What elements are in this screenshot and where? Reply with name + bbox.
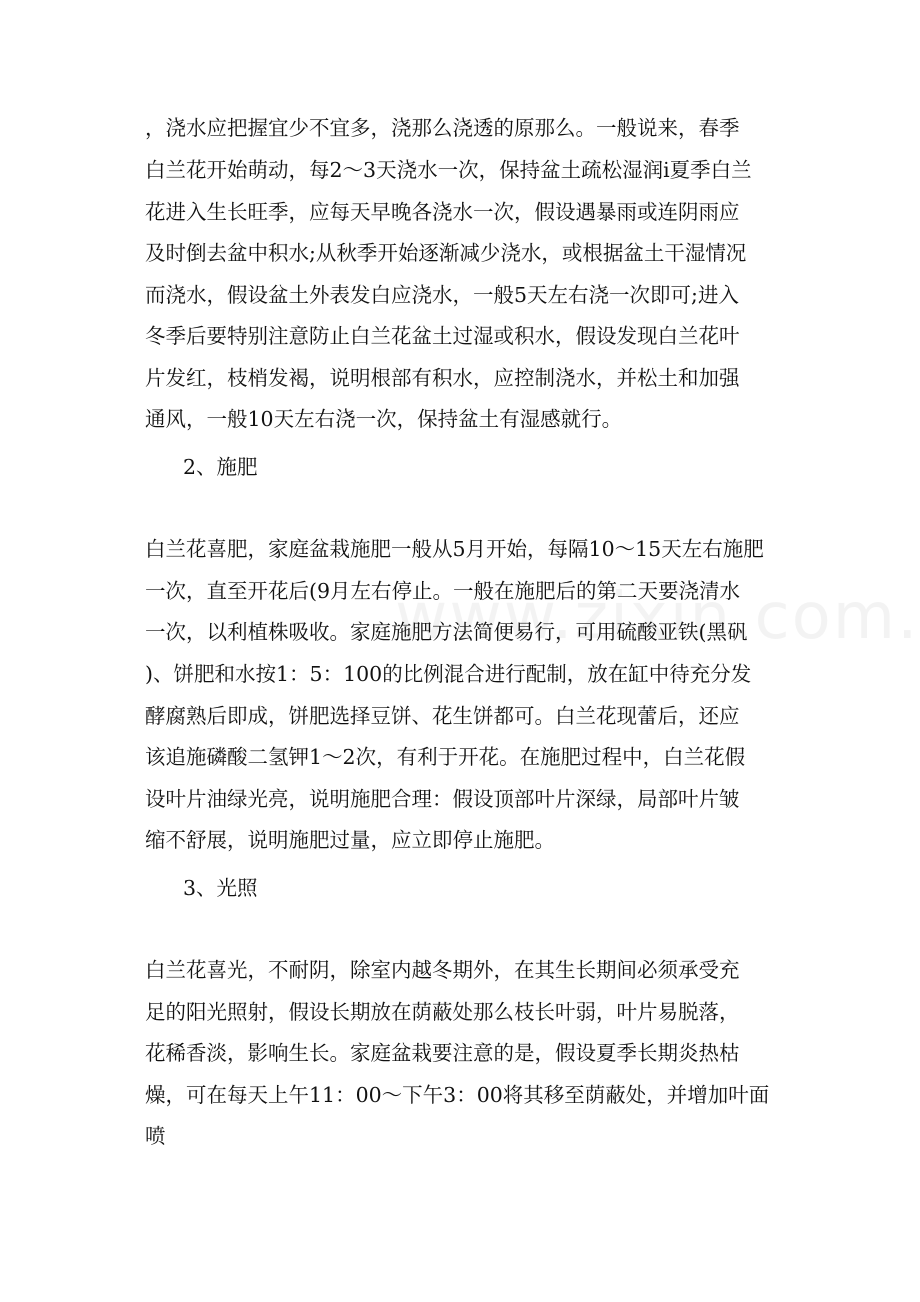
paragraph-3-line: 花稀香淡，影响生长。家庭盆栽要注意的是，假设夏季长期炎热枯 — [145, 1041, 740, 1065]
paragraph-1-line: 花进入生长旺季，应每天早晚各浇水一次，假设遇暴雨或连阴雨应 — [145, 200, 740, 224]
paragraph-3-line: 白兰花喜光，不耐阴，除室内越冬期外，在其生长期间必须承受充 — [145, 958, 740, 982]
paragraph-2-line: 酵腐熟后即成，饼肥选择豆饼、花生饼都可。白兰花现蕾后，还应 — [145, 704, 740, 728]
section-heading-fertilizing: 2、施肥 — [183, 455, 258, 479]
paragraph-3-line: 喷 — [145, 1124, 166, 1148]
paragraph-2-line: 一次，以利植株吸收。家庭施肥方法简便易行，可用硫酸亚铁(黑矾 — [145, 620, 748, 644]
paragraph-2-line: )、饼肥和水按1：5：100的比例混合进行配制，放在缸中待充分发 — [145, 662, 752, 686]
paragraph-1-line: 及时倒去盆中积水;从秋季开始逐渐减少浇水，或根据盆土干湿情况 — [145, 241, 747, 265]
section-heading-lighting: 3、光照 — [183, 876, 258, 900]
paragraph-2-line: 一次，直至开花后(9月左右停止。一般在施肥后的第二天要浇清水 — [145, 579, 741, 603]
paragraph-1-line: 通风，一般10天左右浇一次，保持盆土有湿感就行。 — [145, 407, 623, 431]
paragraph-1-line: 冬季后要特别注意防止白兰花盆土过湿或积水，假设发现白兰花叶 — [145, 324, 740, 348]
paragraph-2-line: 缩不舒展，说明施肥过量，应立即停止施肥。 — [145, 828, 555, 852]
paragraph-3-line: 足的阳光照射，假设长期放在荫蔽处那么枝长叶弱，叶片易脱落， — [145, 1000, 740, 1024]
paragraph-2-line: 白兰花喜肥，家庭盆栽施肥一般从5月开始，每隔10～15天左右施肥 — [145, 537, 764, 561]
paragraph-2-line: 设叶片油绿光亮，说明施肥合理：假设顶部叶片深绿，局部叶片皱 — [145, 787, 740, 811]
paragraph-2-line: 该追施磷酸二氢钾1～2次，有利于开花。在施肥过程中，白兰花假 — [145, 745, 746, 769]
paragraph-1-line: ，浇水应把握宜少不宜多，浇那么浇透的原那么。一般说来，春季 — [145, 116, 740, 140]
paragraph-1-line: 而浇水，假设盆土外表发白应浇水，一般5天左右浇一次即可;进入 — [145, 283, 739, 307]
paragraph-1-line: 白兰花开始萌动，每2～3天浇水一次，保持盆土疏松湿润i夏季白兰 — [145, 158, 752, 182]
paragraph-1-line: 片发红，枝梢发褐，说明根部有积水，应控制浇水，并松土和加强 — [145, 366, 740, 390]
paragraph-3-line: 燥，可在每天上午11：00～下午3：00将其移至荫蔽处，并增加叶面 — [145, 1083, 770, 1107]
